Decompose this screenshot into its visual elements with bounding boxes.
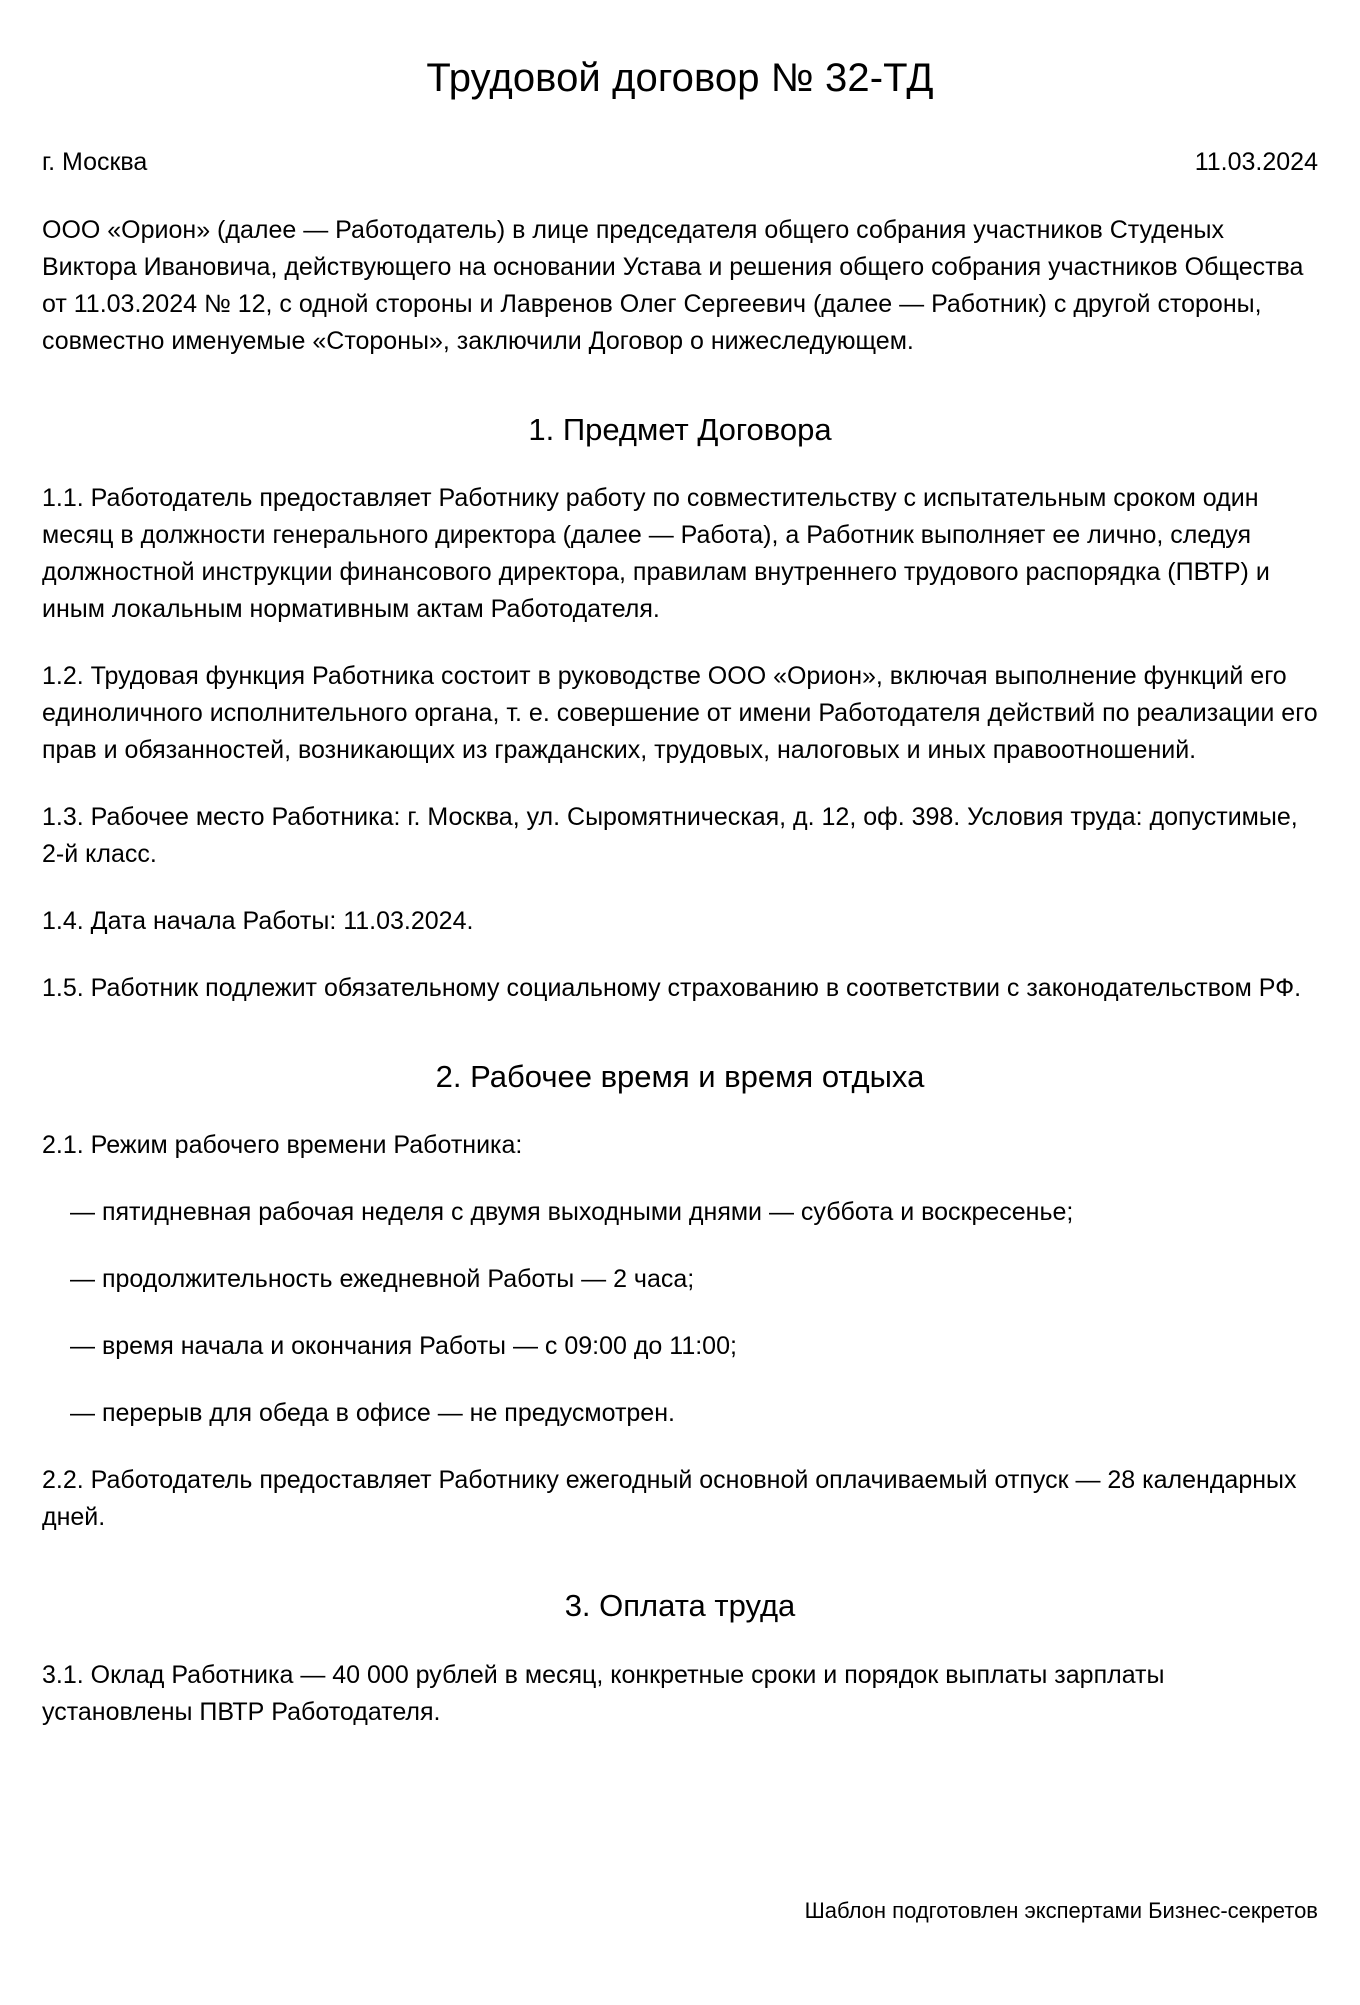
clause-1-5: 1.5. Работник подлежит обязательному социальному страхованию в соответствии с законодательством РФ. [42, 974, 1302, 1003]
section-heading-3: 3. Оплата труда [564, 1588, 796, 1624]
list-item: — перерыв для обеда в офисе — не предусмотрен. [70, 1399, 675, 1428]
document-date: 11.03.2024 [1194, 148, 1318, 176]
document-city: г. Москва [42, 148, 148, 176]
document-meta-row [42, 146, 1318, 180]
section-heading-2: 2. Рабочее время и время отдыха [435, 1059, 925, 1095]
clause-3-1: 3.1. Оклад Работника — 40 000 рублей в месяц, конкретные сроки и порядок выплаты зарплаты установлены ПВТР Работодателя. [42, 1660, 1165, 1726]
clause-1-3: 1.3. Рабочее место Работника: г. Москва, ул. Сыромятническая, д. 12, оф. 398. Условия труда: допустимые, 2-й класс. [42, 803, 1298, 869]
list-item: — время начала и окончания Работы — с 09:00 до 11:00; [70, 1332, 737, 1361]
section-heading-1: 1. Предмет Договора [528, 411, 832, 447]
clause-1-2: 1.2. Трудовая функция Работника состоит в руководстве ООО «Орион», включая выполнение функций его единоличного исполнительного органа, т. е. совершение от имени Работодателя действий по реализации его прав и обязанностей, возникающих из гражданских, трудовых, налоговых и иных правоотношений. [42, 662, 1318, 765]
footer-note: Шаблон подготовлен экспертами Бизнес-секретов [804, 1898, 1318, 1924]
clause-1-4: 1.4. Дата начала Работы: 11.03.2024. [42, 907, 474, 936]
clause-2-1: 2.1. Режим рабочего времени Работника: [42, 1131, 523, 1160]
page-title: Трудовой договор № 32-ТД [426, 56, 934, 100]
clause-1-1: 1.1. Работодатель предоставляет Работнику работу по совместительству с испытательным сроком один месяц в должности генерального директора (далее — Работа), а Работник выполняет ее лично, следуя должностной инструкции финансового директора, правилам внутреннего трудового распорядка (ПВТР) и иным локальным нормативным актам Работодателя. [42, 484, 1270, 624]
document-preamble: ООО «Орион» (далее — Работодатель) в лице председателя общего собрания участников Студеных Виктора Ивановича, действующего на основании Устава и решения общего собрания участников Общества от 11.03.2024 № 12, с одной стороны и Лавренов Олег Сергеевич (далее — Работник) с другой стороны, совместно именуемые «Стороны», заключили Договор о нижеследующем. [42, 215, 1304, 355]
list-item: — пятидневная рабочая неделя с двумя выходными днями — суббота и воскресенье; [70, 1198, 1074, 1227]
list-item: — продолжительность ежедневной Работы — 2 часа; [70, 1265, 695, 1294]
clause-2-2: 2.2. Работодатель предоставляет Работнику ежегодный основной оплачиваемый отпуск — 28 календарных дней. [42, 1466, 1297, 1532]
